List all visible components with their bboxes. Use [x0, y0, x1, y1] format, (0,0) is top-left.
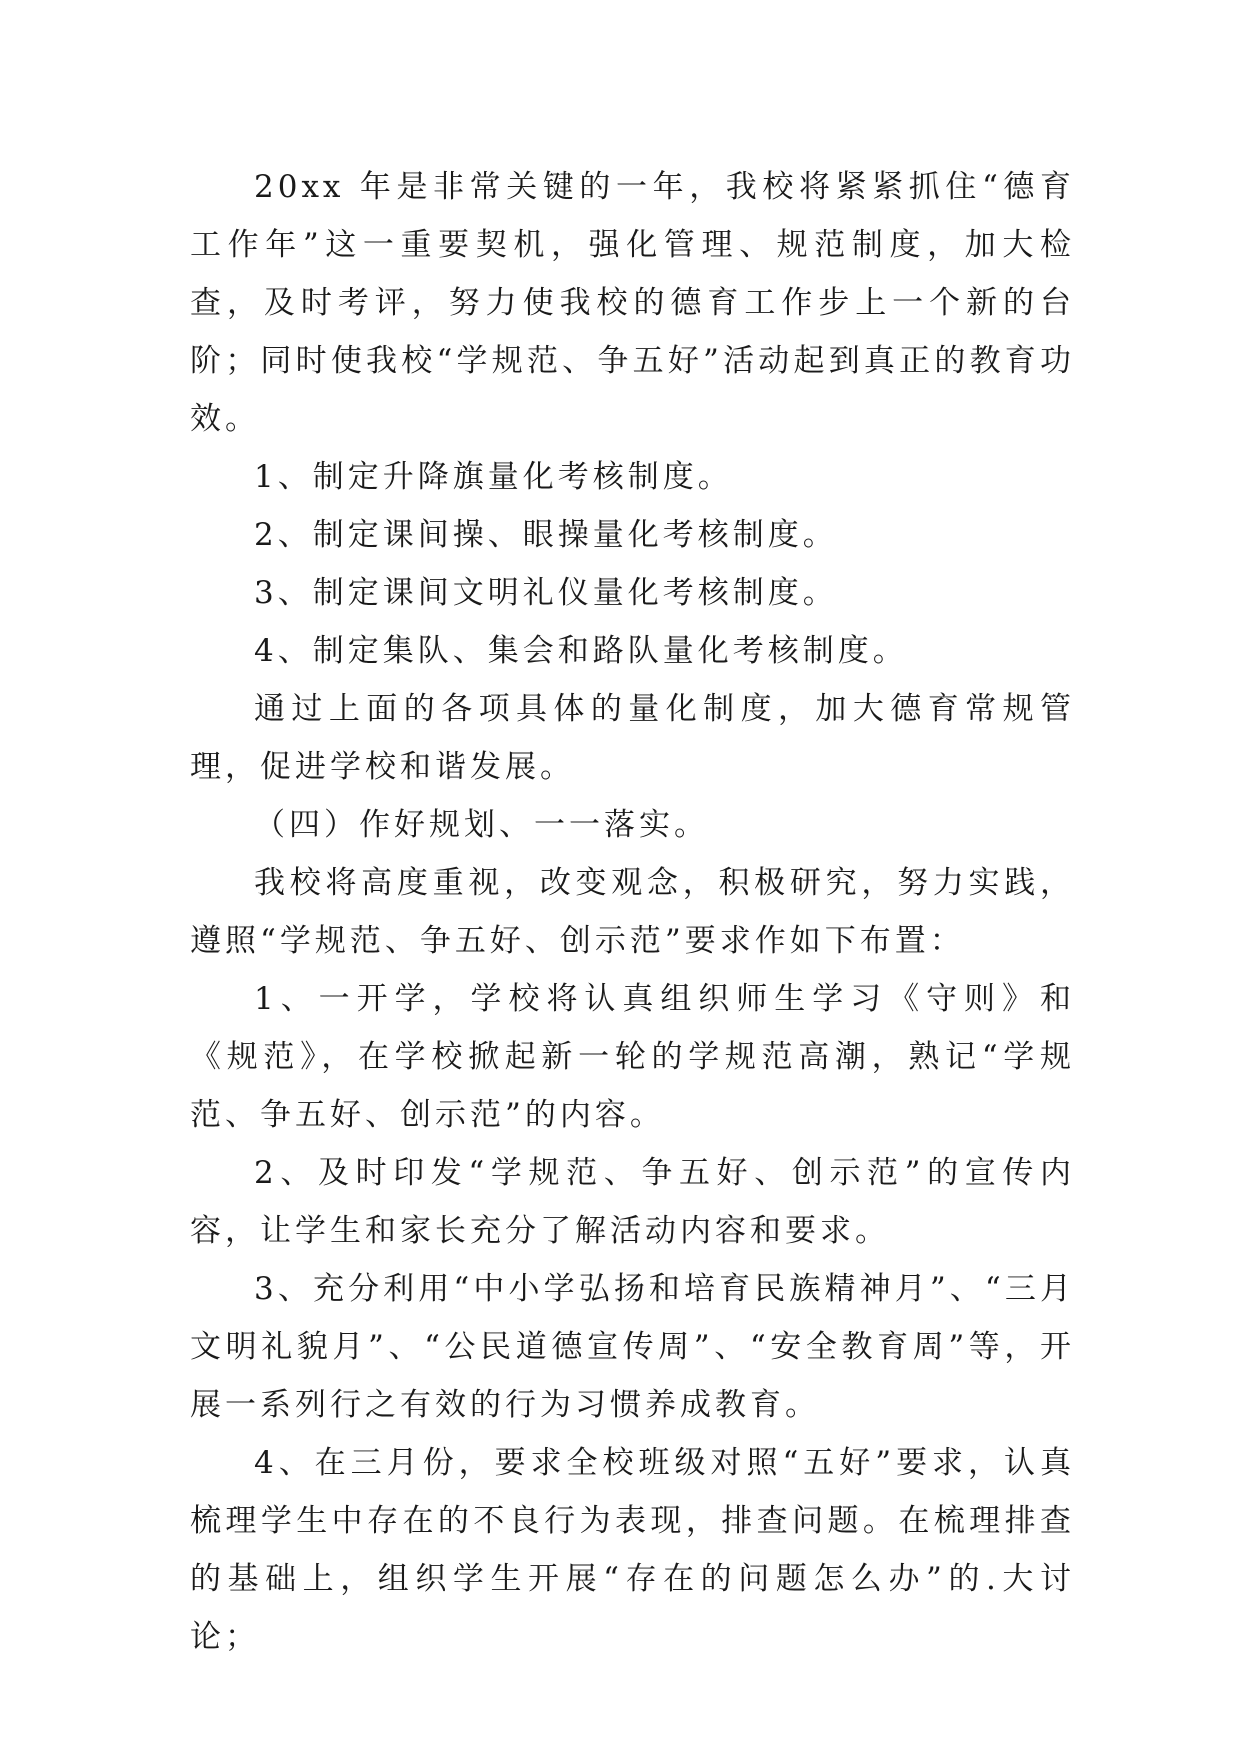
list-item: 2、制定课间操、眼操量化考核制度。 [254, 517, 838, 553]
intro-paragraph: 20xx 年是非常关键的一年，我校将紧紧抓住“德育工作年”这一重要契机，强化管理、规范制度，加大检查，及时考评，努力使我校的德育工作步上一个新的台阶；同时使我校“学规范、争五好”活动起到真正的教育功效。 [190, 169, 1075, 437]
list-item: 1、一开学，学校将认真组织师生学习《守则》和《规范》，在学校掀起新一轮的学规范高潮，熟记“学规范、争五好、创示范”的内容。 [190, 981, 1075, 1133]
list-item: 2、及时印发“学规范、争五好、创示范”的宣传内容，让学生和家长充分了解活动内容和要求。 [190, 1155, 1075, 1249]
list-item: 4、在三月份，要求全校班级对照“五好”要求，认真梳理学生中存在的不良行为表现，排查问题。在梳理排查的基础上，组织学生开展“存在的问题怎么办”的.大讨论； [190, 1445, 1075, 1655]
list-item: 3、充分利用“中小学弘扬和培育民族精神月”、“三月文明礼貌月”、“公民道德宣传周”、“安全教育周”等，开展一系列行之有效的行为习惯养成教育。 [190, 1271, 1075, 1423]
summary-paragraph: 通过上面的各项具体的量化制度，加大德育常规管理，促进学校和谐发展。 [190, 691, 1075, 785]
document-body [190, 158, 1075, 1666]
list-item: 3、制定课间文明礼仪量化考核制度。 [254, 575, 838, 611]
section-heading: （四）作好规划、一一落实。 [254, 807, 709, 843]
section-intro-paragraph: 我校将高度重视，改变观念，积极研究，努力实践，遵照“学规范、争五好、创示范”要求作如下布置： [190, 865, 1075, 959]
list-item: 4、制定集队、集会和路队量化考核制度。 [254, 633, 908, 669]
list-item: 1、制定升降旗量化考核制度。 [254, 459, 733, 495]
